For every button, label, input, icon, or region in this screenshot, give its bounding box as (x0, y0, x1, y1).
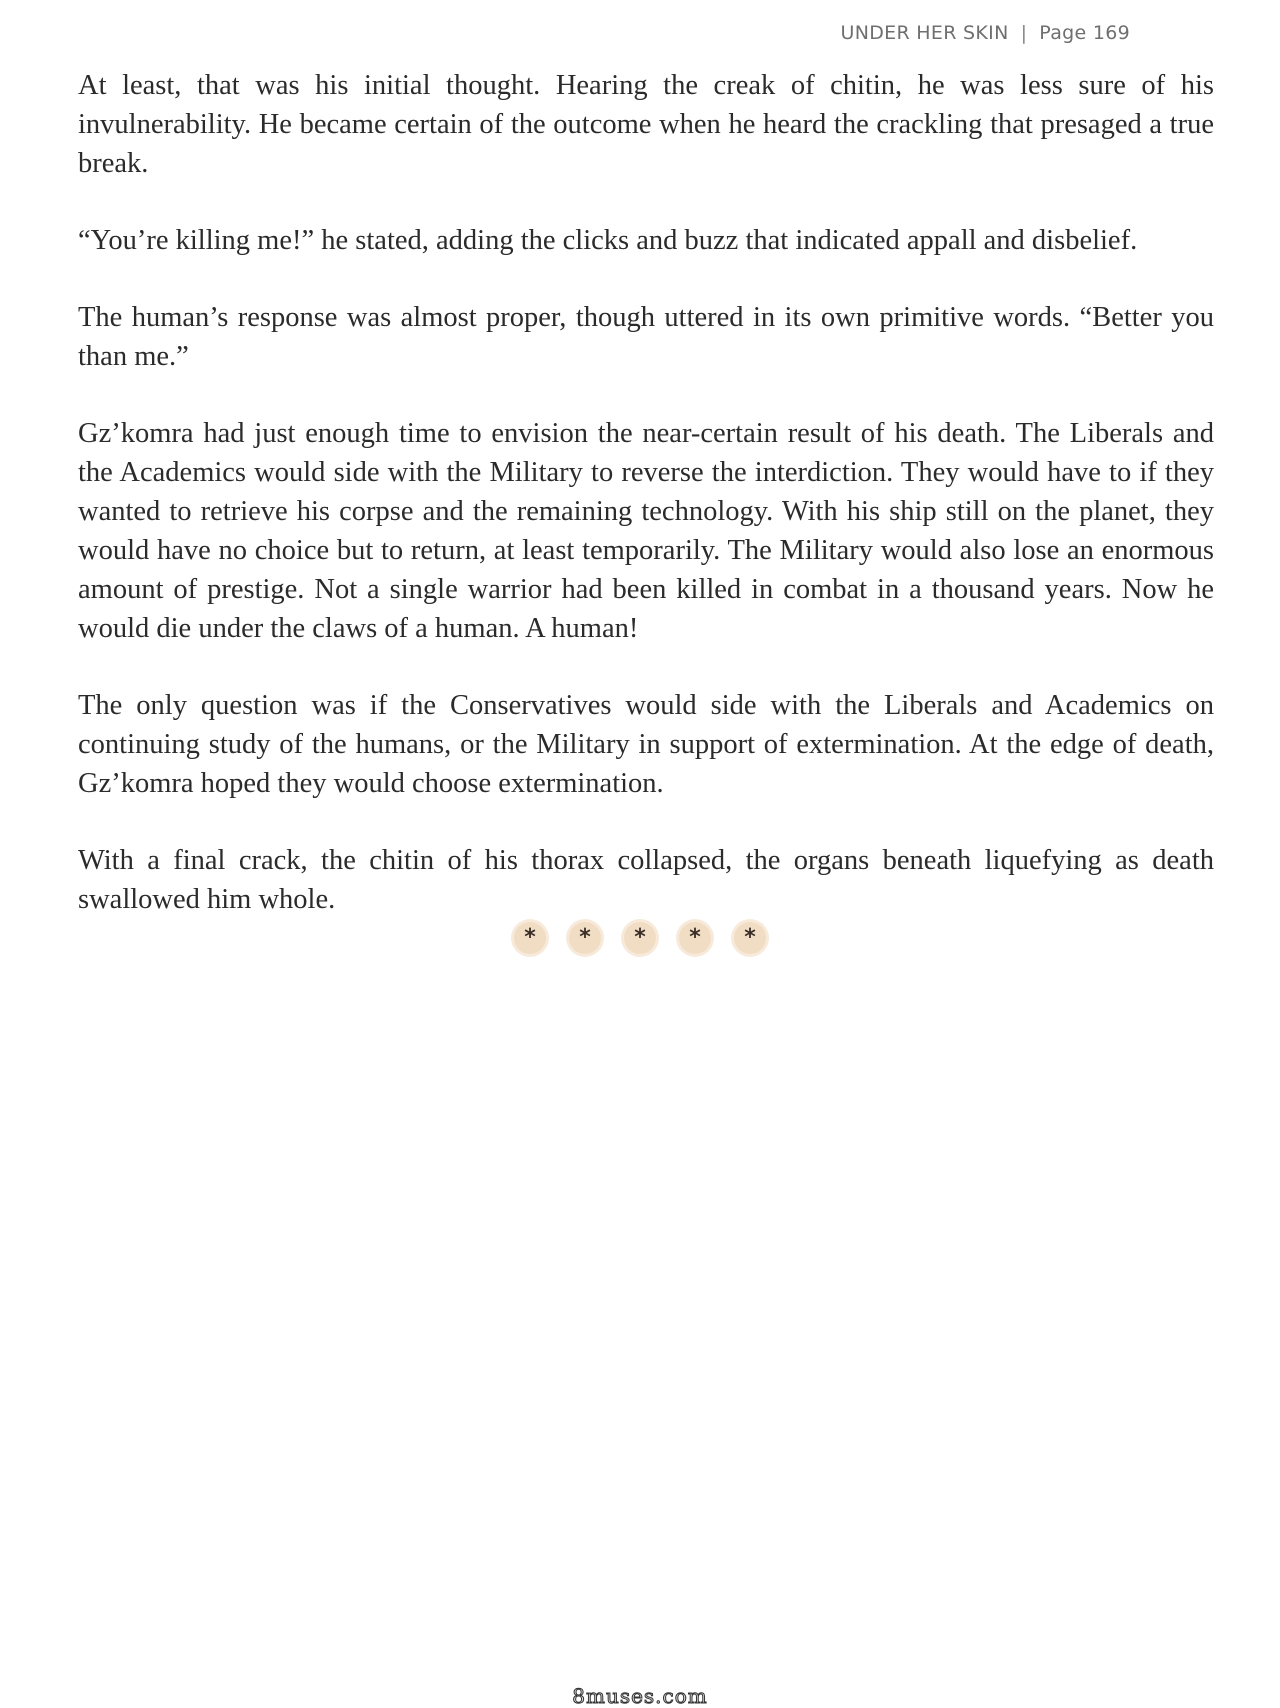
watermark: 8muses.com (572, 1684, 708, 1708)
asterisk-icon: * (514, 922, 546, 954)
paragraph: Gz’komra had just enough time to envision the near-certain result of his death. The Liberals and the Academics would side with the Military to reverse the interdiction. They would have to if they wanted to retrieve his corpse and the remaining technology. With his ship still on the planet, they would have no choice but to return, at least temporarily. The Military would also lose an enormous amount of prestige. Not a single warrior had been killed in combat in a thousand years. Now he would die under the claws of a human. A human! (78, 418, 1214, 644)
asterisk-icon: * (734, 922, 766, 954)
body-text (78, 66, 1214, 957)
page-number: Page 169 (1039, 22, 1130, 44)
asterisk-icon: * (624, 922, 656, 954)
running-header (841, 22, 1130, 44)
asterisk-icon: * (679, 922, 711, 954)
paragraph: “You’re killing me!” he stated, adding the clicks and buzz that indicated appall and disbelief. (78, 225, 1138, 256)
scene-break-ornament (0, 922, 1280, 954)
paragraph: The human’s response was almost proper, though uttered in its own primitive words. “Better you than me.” (78, 302, 1214, 372)
asterisk-icon: * (569, 922, 601, 954)
paragraph: The only question was if the Conservatives would side with the Liberals and Academics on continuing study of the humans, or the Military in support of extermination. At the edge of death, Gz’komra hoped they would choose extermination. (78, 690, 1214, 799)
header-separator: | (1020, 22, 1028, 44)
paragraph: At least, that was his initial thought. Hearing the creak of chitin, he was less sure of his invulnerability. He became certain of the outcome when he heard the crackling that presaged a true break. (78, 70, 1214, 179)
paragraph: With a final crack, the chitin of his thorax collapsed, the organs beneath liquefying as death swallowed him whole. (78, 845, 1214, 915)
book-title: UNDER HER SKIN (840, 22, 1009, 44)
